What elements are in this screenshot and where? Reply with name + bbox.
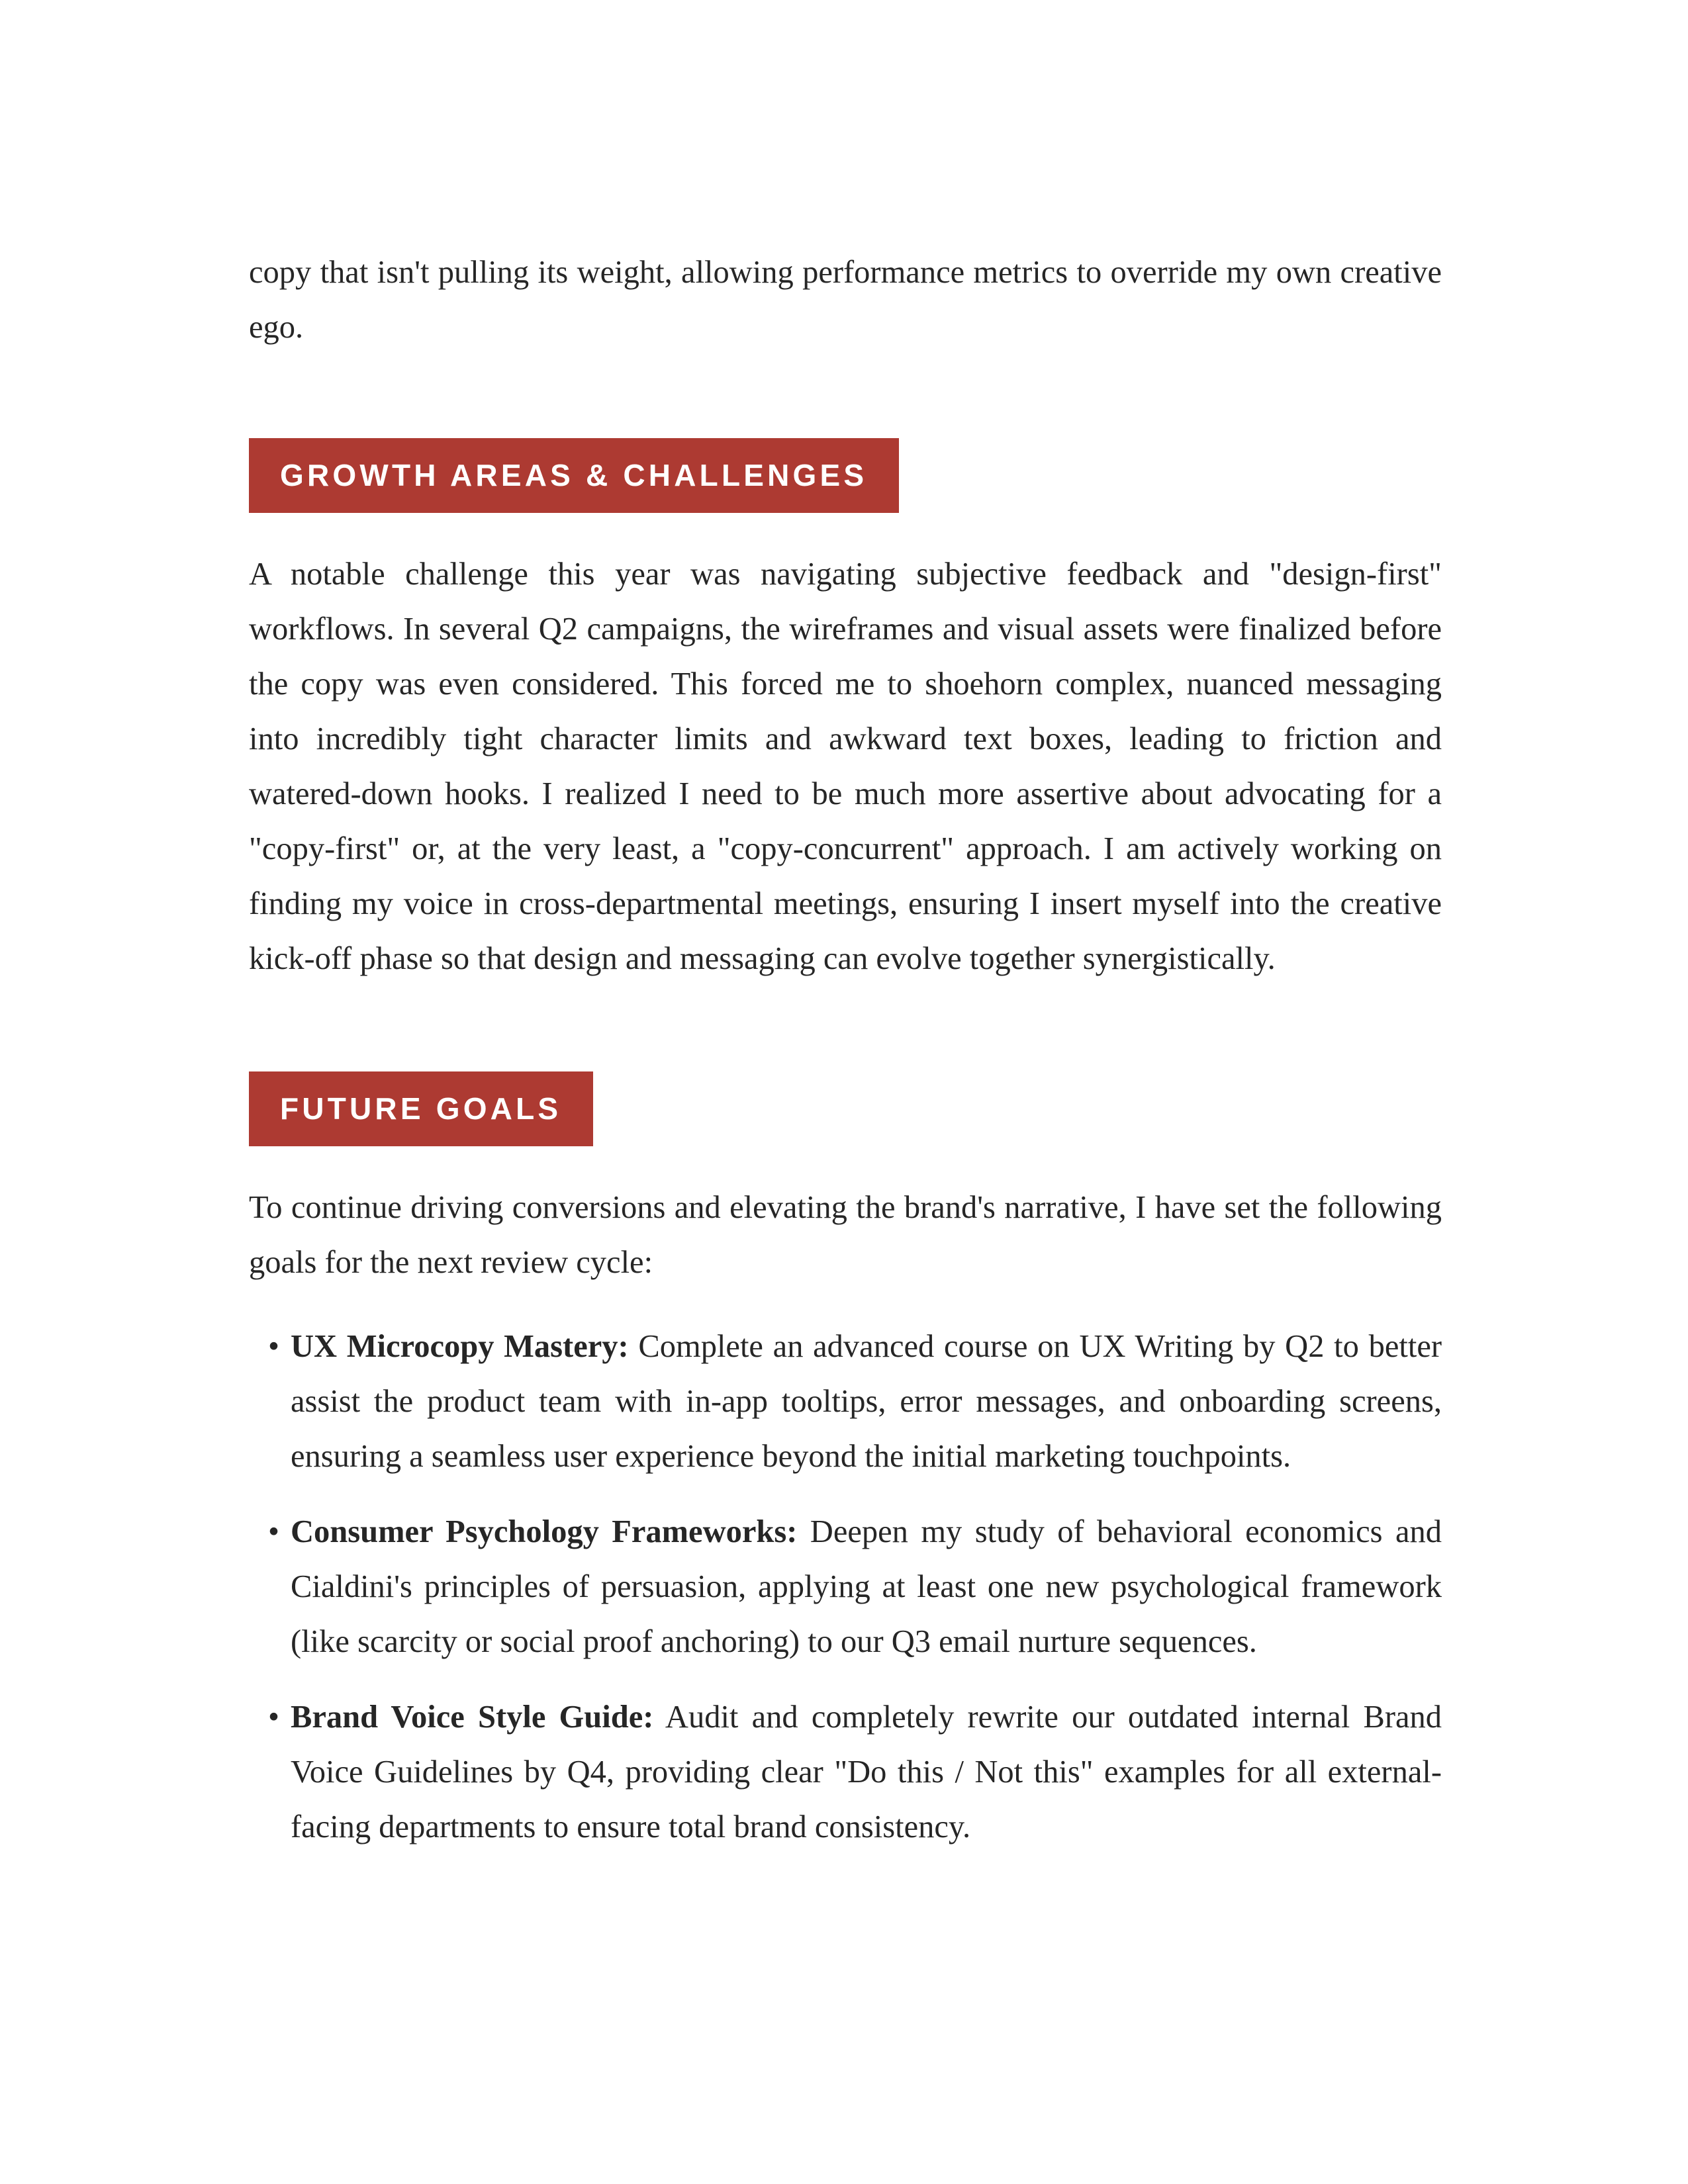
goal-title: Consumer Psychology Frameworks: bbox=[291, 1514, 798, 1549]
future-goals-heading: FUTURE GOALS bbox=[249, 1071, 593, 1146]
bullet-icon: • bbox=[268, 1329, 279, 1364]
intro-continuation-paragraph: copy that isn't pulling its weight, allowing performance metrics to override my own creative ego. bbox=[249, 255, 1442, 345]
bullet-icon: • bbox=[268, 1700, 279, 1735]
document-page bbox=[249, 245, 1442, 1875]
goal-description: Audit and completely rewrite our outdated internal Brand Voice Guidelines by Q4, providing clear "Do this / Not this" examples for all external-facing departments to ensure total brand consistency. bbox=[291, 1700, 1442, 1844]
goal-title: Brand Voice Style Guide: bbox=[291, 1700, 654, 1735]
goal-item-brand-voice bbox=[249, 1690, 1442, 1854]
future-goals-intro-paragraph: To continue driving conversions and elevating the brand's narrative, I have set the following goals for the next review cycle: bbox=[249, 1190, 1442, 1280]
goal-description: Deepen my study of behavioral economics and Cialdini's principles of persuasion, applying at least one new psychological framework (like scarcity or social proof anchoring) to our Q3 email nurture sequences. bbox=[291, 1514, 1442, 1659]
growth-areas-paragraph: A notable challenge this year was navigating subjective feedback and "design-first" workflows. In several Q2 campaigns, the wireframes and visual assets were finalized before the copy was even considered. This forced me to shoehorn complex, nuanced messaging into incredibly tight character limits and awkward text boxes, leading to friction and watered-down hooks. I realized I need to be much more assertive about advocating for a "copy-first" or, at the very least, a "copy-concurrent" approach. I am actively working on finding my voice in cross-departmental meetings, ensuring I insert myself into the creative kick-off phase so that design and messaging can evolve together synergistically. bbox=[249, 557, 1442, 976]
growth-areas-heading: GROWTH AREAS & CHALLENGES bbox=[249, 438, 899, 513]
goal-title: UX Microcopy Mastery: bbox=[291, 1329, 629, 1364]
goal-item-consumer-psychology bbox=[249, 1504, 1442, 1669]
goal-item-ux-microcopy bbox=[249, 1319, 1442, 1484]
goal-description: Complete an advanced course on UX Writing by Q2 to better assist the product team with in-app tooltips, error messages, and onboarding screens, ensuring a seamless user experience beyond the initial marketing touchpoints. bbox=[291, 1329, 1442, 1474]
bullet-icon: • bbox=[268, 1514, 279, 1549]
goals-list bbox=[249, 1319, 1442, 1854]
